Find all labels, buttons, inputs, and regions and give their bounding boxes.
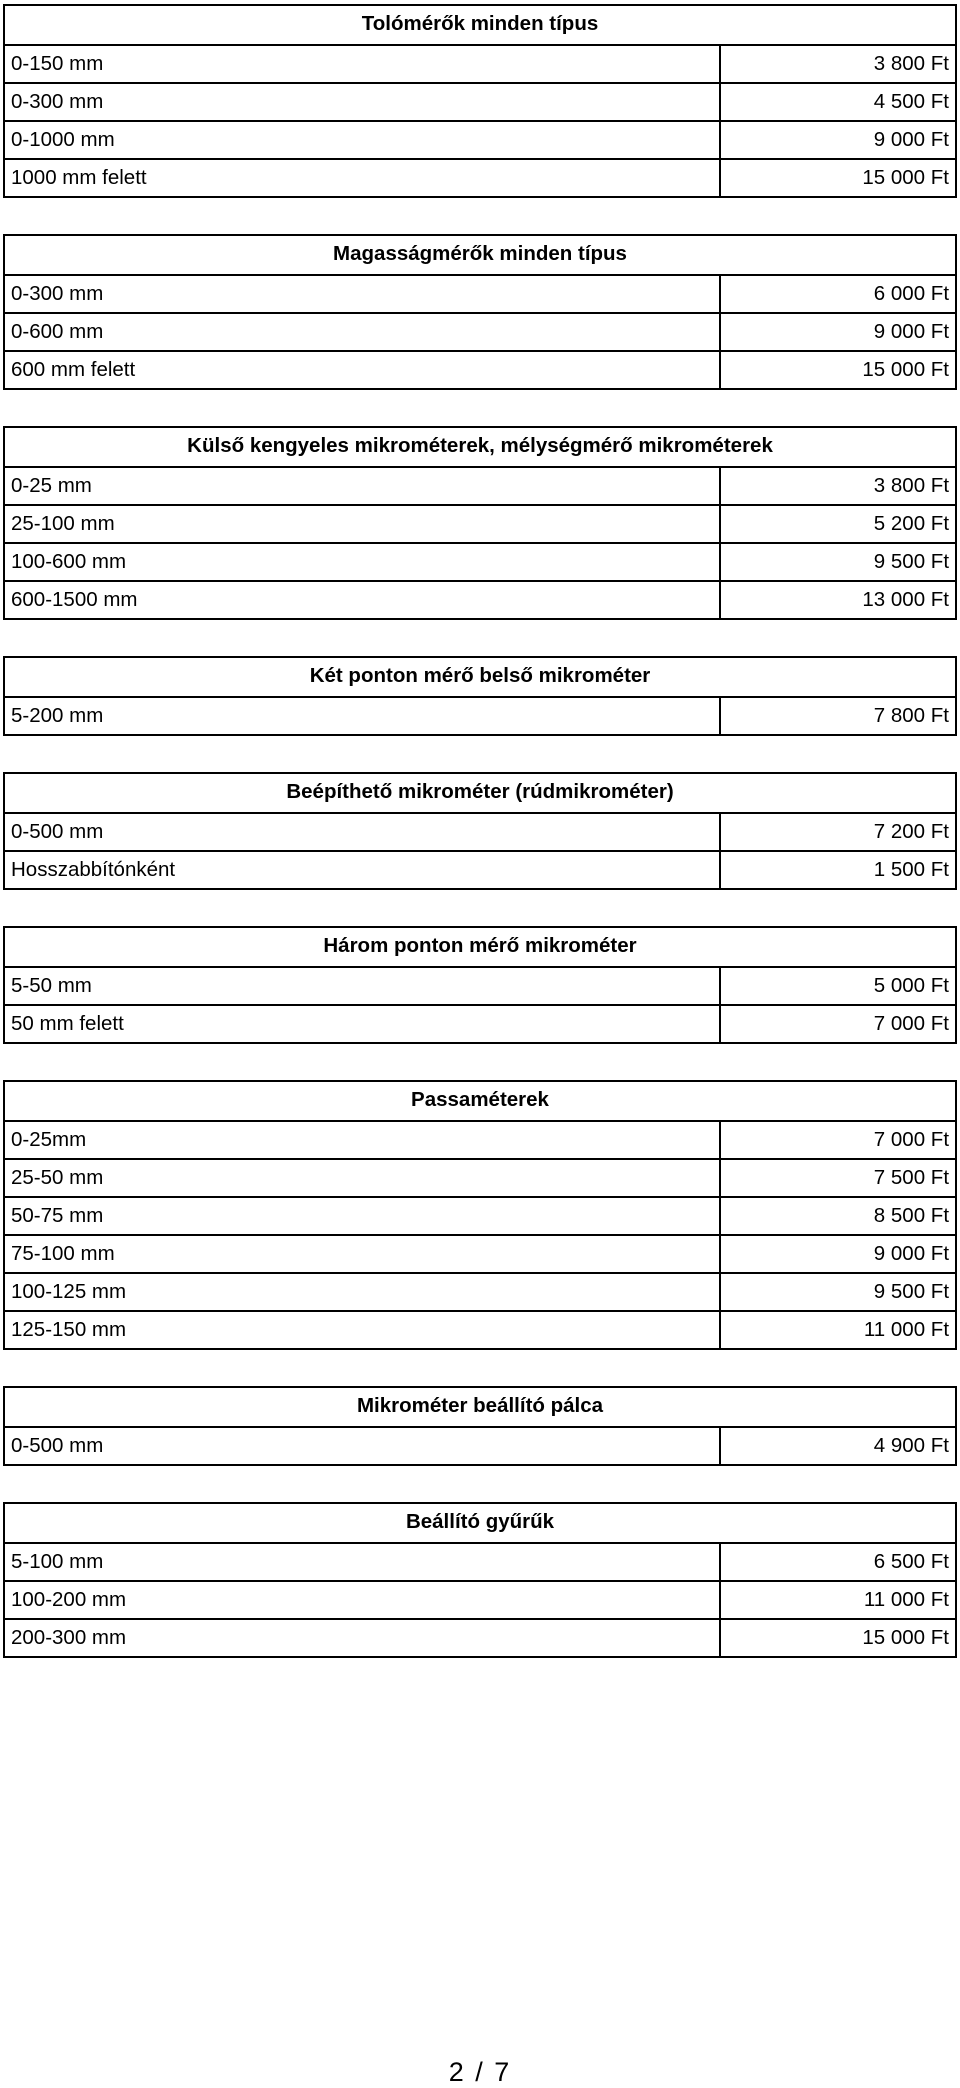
- price-section-table: [3, 234, 957, 390]
- table-row: [4, 1159, 956, 1197]
- range-cell: 50-75 mm: [4, 1197, 720, 1235]
- price-cell: 1 500 Ft: [720, 851, 956, 889]
- section-title: Három ponton mérő mikrométer: [4, 927, 956, 967]
- price-section-table: [3, 656, 957, 736]
- price-cell: 9 000 Ft: [720, 121, 956, 159]
- price-cell: 7 500 Ft: [720, 1159, 956, 1197]
- range-cell: 100-125 mm: [4, 1273, 720, 1311]
- price-section-table: [3, 1080, 957, 1350]
- table-row: [4, 697, 956, 735]
- section-title: Passaméterek: [4, 1081, 956, 1121]
- price-section-table: [3, 4, 957, 198]
- range-cell: 5-200 mm: [4, 697, 720, 735]
- table-row: [4, 467, 956, 505]
- table-row: [4, 967, 956, 1005]
- price-cell: 15 000 Ft: [720, 159, 956, 197]
- range-cell: 100-600 mm: [4, 543, 720, 581]
- range-cell: 5-50 mm: [4, 967, 720, 1005]
- price-section-table: [3, 426, 957, 620]
- sections-container: [3, 4, 955, 1658]
- price-section-table: [3, 772, 957, 890]
- range-cell: 0-25mm: [4, 1121, 720, 1159]
- table-row: [4, 1581, 956, 1619]
- price-cell: 13 000 Ft: [720, 581, 956, 619]
- table-row: [4, 813, 956, 851]
- section-title: Beépíthető mikrométer (rúdmikrométer): [4, 773, 956, 813]
- range-cell: 1000 mm felett: [4, 159, 720, 197]
- price-cell: 9 000 Ft: [720, 313, 956, 351]
- price-cell: 8 500 Ft: [720, 1197, 956, 1235]
- table-row: [4, 505, 956, 543]
- section-title: Beállító gyűrűk: [4, 1503, 956, 1543]
- table-row: [4, 581, 956, 619]
- range-cell: 25-50 mm: [4, 1159, 720, 1197]
- price-cell: 9 500 Ft: [720, 1273, 956, 1311]
- price-cell: 7 000 Ft: [720, 1005, 956, 1043]
- table-row: [4, 45, 956, 83]
- price-cell: 4 900 Ft: [720, 1427, 956, 1465]
- table-row: [4, 1311, 956, 1349]
- section-title: Két ponton mérő belső mikrométer: [4, 657, 956, 697]
- table-row: [4, 1543, 956, 1581]
- price-cell: 4 500 Ft: [720, 83, 956, 121]
- range-cell: 0-500 mm: [4, 1427, 720, 1465]
- range-cell: 0-1000 mm: [4, 121, 720, 159]
- section-title: Tolómérők minden típus: [4, 5, 956, 45]
- price-cell: 7 800 Ft: [720, 697, 956, 735]
- range-cell: 0-300 mm: [4, 275, 720, 313]
- table-row: [4, 1121, 956, 1159]
- table-row: [4, 351, 956, 389]
- table-row: [4, 1619, 956, 1657]
- price-cell: 3 800 Ft: [720, 45, 956, 83]
- table-row: [4, 159, 956, 197]
- range-cell: 5-100 mm: [4, 1543, 720, 1581]
- section-title: Magasságmérők minden típus: [4, 235, 956, 275]
- table-row: [4, 121, 956, 159]
- range-cell: 0-25 mm: [4, 467, 720, 505]
- price-cell: 6 000 Ft: [720, 275, 956, 313]
- price-section-table: [3, 1386, 957, 1466]
- price-cell: 11 000 Ft: [720, 1311, 956, 1349]
- price-cell: 3 800 Ft: [720, 467, 956, 505]
- table-row: [4, 851, 956, 889]
- table-row: [4, 1273, 956, 1311]
- section-title: Külső kengyeles mikrométerek, mélységmérő mikrométerek: [4, 427, 956, 467]
- price-cell: 7 200 Ft: [720, 813, 956, 851]
- table-row: [4, 313, 956, 351]
- table-row: [4, 543, 956, 581]
- price-cell: 15 000 Ft: [720, 351, 956, 389]
- page-number: 2 / 7: [448, 2057, 512, 2087]
- price-cell: 5 000 Ft: [720, 967, 956, 1005]
- range-cell: Hosszabbítónként: [4, 851, 720, 889]
- table-row: [4, 1197, 956, 1235]
- table-row: [4, 1235, 956, 1273]
- range-cell: 75-100 mm: [4, 1235, 720, 1273]
- range-cell: 0-600 mm: [4, 313, 720, 351]
- range-cell: 50 mm felett: [4, 1005, 720, 1043]
- range-cell: 100-200 mm: [4, 1581, 720, 1619]
- price-cell: 6 500 Ft: [720, 1543, 956, 1581]
- price-cell: 7 000 Ft: [720, 1121, 956, 1159]
- table-row: [4, 83, 956, 121]
- price-cell: 5 200 Ft: [720, 505, 956, 543]
- range-cell: 200-300 mm: [4, 1619, 720, 1657]
- price-list: [3, 4, 955, 1694]
- range-cell: 600-1500 mm: [4, 581, 720, 619]
- range-cell: 25-100 mm: [4, 505, 720, 543]
- range-cell: 125-150 mm: [4, 1311, 720, 1349]
- table-row: [4, 275, 956, 313]
- price-cell: 9 500 Ft: [720, 543, 956, 581]
- price-cell: 9 000 Ft: [720, 1235, 956, 1273]
- range-cell: 0-500 mm: [4, 813, 720, 851]
- price-section-table: [3, 1502, 957, 1658]
- section-title: Mikrométer beállító pálca: [4, 1387, 956, 1427]
- range-cell: 0-150 mm: [4, 45, 720, 83]
- table-row: [4, 1005, 956, 1043]
- price-section-table: [3, 926, 957, 1044]
- range-cell: 600 mm felett: [4, 351, 720, 389]
- range-cell: 0-300 mm: [4, 83, 720, 121]
- table-row: [4, 1427, 956, 1465]
- price-cell: 15 000 Ft: [720, 1619, 956, 1657]
- price-cell: 11 000 Ft: [720, 1581, 956, 1619]
